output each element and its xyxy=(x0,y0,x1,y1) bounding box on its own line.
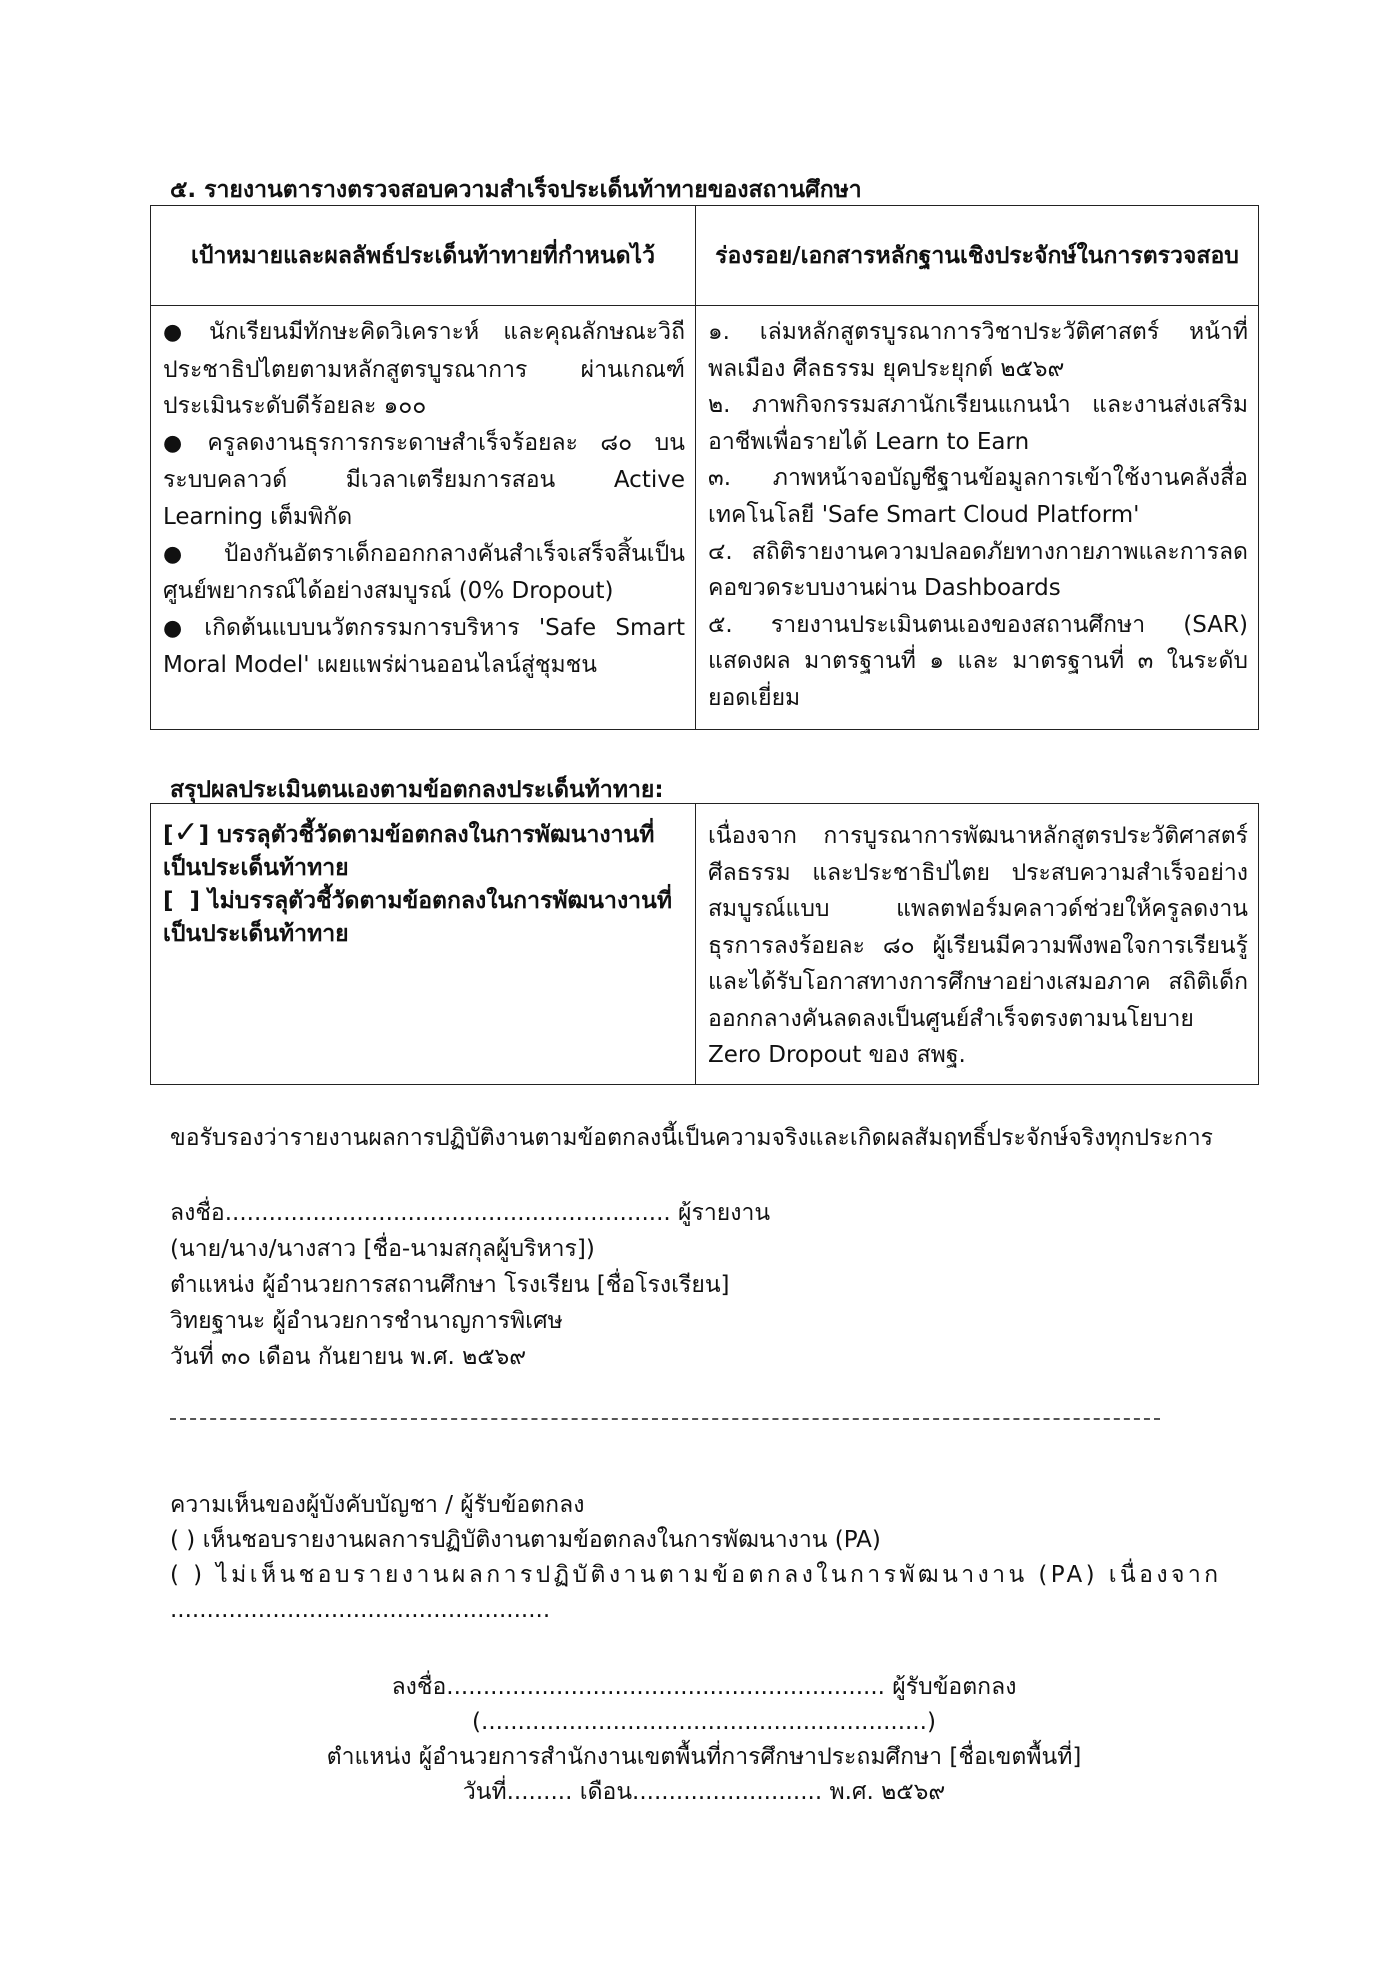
divider xyxy=(170,1418,1160,1420)
goals-cell xyxy=(151,306,696,730)
opinion-reason-dots: .................................................... xyxy=(170,1597,551,1623)
summary-table xyxy=(150,803,1259,1085)
certification-statement: ขอรับรองว่ารายงานผลการปฏิบัติงานตามข้อตกลงนี้เป็นความจริงและเกิดผลสัมฤทธิ์ประจักษ์จริงทุกประการ xyxy=(170,1125,1214,1151)
opinion-agree[interactable]: ( ) เห็นชอบรายงานผลการปฏิบัติงานตามข้อตกลงในการพัฒนางาน (PA) xyxy=(170,1527,881,1553)
summary-title: สรุปผลประเมินตนเองตามข้อตกลงประเด็นท้าทาย: xyxy=(170,777,664,803)
header-evidence: ร่องรอย/เอกสารหลักฐานเชิงประจักษ์ในการตรวจสอบ xyxy=(696,206,1259,306)
reporter-sign-line: ลงชื่อ............................................................. ผู้รายงาน xyxy=(170,1200,771,1226)
summary-row xyxy=(151,804,1259,1085)
option-achieved[interactable]: [✓] บรรลุตัวชี้วัดตามข้อตกลงในการพัฒนางานที่เป็นประเด็นท้าทาย xyxy=(163,815,655,881)
summary-reason-cell xyxy=(696,804,1259,1085)
goal-item: ● เกิดต้นแบบนวัตกรรมการบริหาร 'Safe Smart Moral Model' เผยแพร่ผ่านออนไลน์สู่ชุมชน xyxy=(163,614,686,679)
option-not-achieved[interactable]: [ ] ไม่บรรลุตัวชี้วัดตามข้อตกลงในการพัฒนางานที่เป็นประเด็นท้าทาย xyxy=(163,888,672,947)
summary-options-cell xyxy=(151,804,696,1085)
bullet-icon: ● xyxy=(163,615,195,641)
evidence-item: ๓. ภาพหน้าจอบัญชีฐานข้อมูลการเข้าใช้งานคลังสื่อเทคโนโลยี 'Safe Smart Cloud Platform' xyxy=(708,465,1248,528)
bullet-icon: ● xyxy=(163,541,214,567)
reporter-date: วันที่ ๓๐ เดือน กันยายน พ.ศ. ๒๕๖๙ xyxy=(170,1344,527,1370)
evidence-item: ๑. เล่มหลักสูตรบูรณาการวิชาประวัติศาสตร์ หน้าที่พลเมือง ศีลธรรม ยุคประยุกต์ ๒๕๖๙ xyxy=(708,319,1248,382)
receiver-date: วันที่......... เดือน.......................... พ.ศ. ๒๕๖๙ xyxy=(462,1779,946,1805)
section-title: ๕. รายงานตารางตรวจสอบความสำเร็จประเด็นท้าทายของสถานศึกษา xyxy=(170,177,862,203)
evidence-item: ๒. ภาพกิจกรรมสภานักเรียนแกนนำ และงานส่งเสริมอาชีพเพื่อรายได้ Learn to Earn xyxy=(708,392,1248,455)
challenge-verification-table xyxy=(150,205,1259,730)
table-header-row xyxy=(151,206,1259,306)
opinion-disagree[interactable]: ( ) ไม่เห็นชอบรายงานผลการปฏิบัติงานตามข้อตกลงในการพัฒนางาน (PA) เนื่องจาก xyxy=(170,1562,1222,1588)
evidence-item: ๕. รายงานประเมินตนเองของสถานศึกษา (SAR) แสดงผล มาตรฐานที่ ๑ และ มาตรฐานที่ ๓ ในระดับยอดเยี่ยม xyxy=(708,611,1248,711)
receiver-sign-line: ลงชื่อ............................................................ ผู้รับข้อตกลง xyxy=(391,1674,1017,1700)
supervisor-opinion xyxy=(170,1488,1238,1628)
receiver-name: (.............................................................) xyxy=(472,1709,936,1735)
checkmark-icon: ✓ xyxy=(173,815,199,850)
opinion-title: ความเห็นของผู้บังคับบัญชา / ผู้รับข้อตกลง xyxy=(170,1492,585,1518)
reporter-signature-block xyxy=(170,1195,770,1375)
reporter-position: ตำแหน่ง ผู้อำนวยการสถานศึกษา โรงเรียน [ชื่อโรงเรียน] xyxy=(170,1272,730,1298)
bullet-icon: ● xyxy=(163,320,200,345)
reporter-academic-rank: วิทยฐานะ ผู้อำนวยการชำนาญการพิเศษ xyxy=(170,1308,563,1334)
evidence-item: ๔. สถิติรายงานความปลอดภัยทางกายภาพและการลดคอขวดระบบงานผ่าน Dashboards xyxy=(708,538,1248,602)
goal-item: ● ครูลดงานธุรการกระดาษสำเร็จร้อยละ ๘๐ บนระบบคลาวด์ มีเวลาเตรียมการสอน Active Learning เต็มพิกัด xyxy=(163,429,685,530)
receiver-position: ตำแหน่ง ผู้อำนวยการสำนักงานเขตพื้นที่การศึกษาประถมศึกษา [ชื่อเขตพื้นที่] xyxy=(326,1744,1082,1770)
goal-item: ● นักเรียนมีทักษะคิดวิเคราะห์ และคุณลักษณะวิถีประชาธิปไตยตามหลักสูตรบูรณาการ ผ่านเกณฑ์ประเมินระดับดีร้อยละ ๑๐๐ xyxy=(163,319,685,420)
table-body-row xyxy=(151,306,1259,730)
evidence-cell xyxy=(696,306,1259,730)
goal-item: ● ป้องกันอัตราเด็กออกกลางคันสำเร็จเสร็จสิ้นเป็นศูนย์พยากรณ์ได้อย่างสมบูรณ์ (0% Dropout) xyxy=(163,540,685,605)
bullet-icon: ● xyxy=(163,430,198,456)
reporter-name: (นาย/นาง/นางสาว [ชื่อ-นามสกุลผู้บริหาร]) xyxy=(170,1236,595,1262)
header-goals: เป้าหมายและผลลัพธ์ประเด็นท้าทายที่กำหนดไว้ xyxy=(151,206,696,306)
receiver-signature-block xyxy=(170,1670,1238,1810)
summary-reason: เนื่องจาก การบูรณาการพัฒนาหลักสูตรประวัติศาสตร์ ศีลธรรม และประชาธิปไตย ประสบความสำเร็จอย่างสมบูรณ์แบบ แพลตฟอร์มคลาวด์ช่วยให้ครูลดงานธุรการลงร้อยละ ๘๐ ผู้เรียนมีความพึงพอใจการเรียนรู้และได้รับโอกาสทางการศึกษาอย่างเสมอภาค สถิติเด็กออกกลางคันลดลงเป็นศูนย์สำเร็จตรงตามนโยบาย Zero Dropout ของ สพฐ. xyxy=(708,823,1248,1068)
